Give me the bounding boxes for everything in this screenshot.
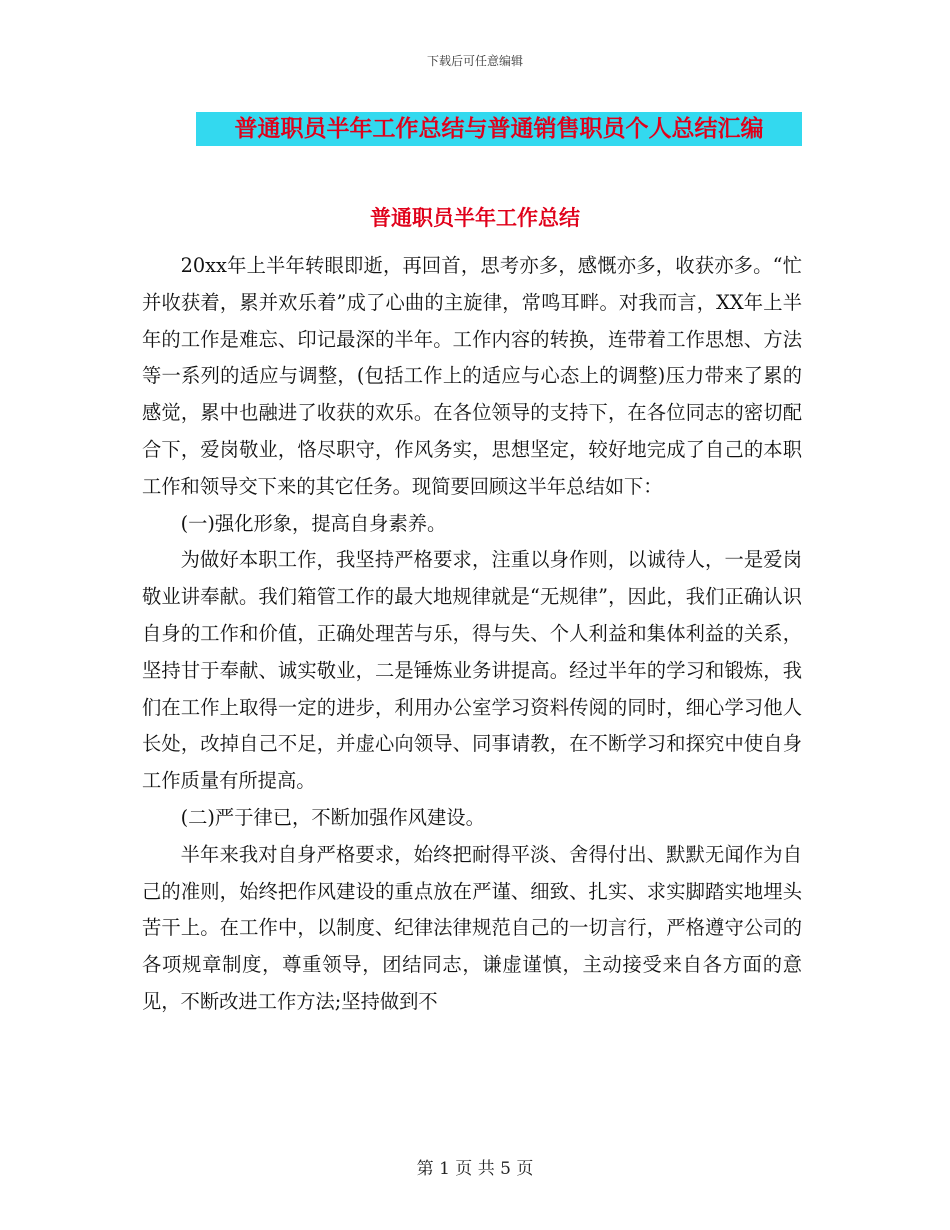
document-body <box>142 248 802 1021</box>
paragraph: 20xx年上半年转眼即逝，再回首，思考亦多，感慨亦多，收获亦多。“忙并收获着，累并欢乐着”成了心曲的主旋律，常鸣耳畔。对我而言，XX年上半年的工作是难忘、印记最深的半年。工作内容的转换，连带着工作思想、方法等一系列的适应与调整，(包括工作上的适应与心态上的调整)压力带来了累的感觉，累中也融进了收获的欢乐。在各位领导的支持下，在各位同志的密切配合下，爱岗敬业，恪尽职守，作风务实，思想坚定，较好地完成了自己的本职工作和领导交下来的其它任务。现简要回顾这半年总结如下： <box>142 254 802 498</box>
paragraph-heading: (二)严于律已，不断加强作风建设。 <box>180 805 485 829</box>
paragraph-heading: (一)强化形象，提高自身素养。 <box>180 511 447 535</box>
section-title: 普通职员半年工作总结 <box>370 205 580 230</box>
paragraph: 为做好本职工作，我坚持严格要求，注重以身作则，以诚待人，一是爱岗敬业讲奉献。我们箱管工作的最大地规律就是“无规律”，因此，我们正确认识自身的工作和价值，正确处理苦与乐，得与失、个人利益和集体利益的关系，坚持甘于奉献、诚实敬业，二是锤炼业务讲提高。经过半年的学习和锻炼，我们在工作上取得一定的进步，利用办公室学习资料传阅的同时，细心学习他人长处，改掉自己不足，并虚心向领导、同事请教，在不断学习和探究中使自身工作质量有所提高。 <box>142 548 802 793</box>
page-footer: 第 1 页 共 5 页 <box>416 1159 534 1179</box>
document-title: 普通职员半年工作总结与普通销售职员个人总结汇编 <box>196 112 802 146</box>
header-note: 下载后可任意编辑 <box>426 54 523 68</box>
paragraph: 半年来我对自身严格要求，始终把耐得平淡、舍得付出、默默无闻作为自己的准则，始终把作风建设的重点放在严谨、细致、扎实、求实脚踏实地埋头苦干上。在工作中，以制度、纪律法律规范自己的一切言行，严格遵守公司的各项规章制度，尊重领导，团结同志，谦虚谨慎，主动接受来自各方面的意见，不断改进工作方法;坚持做到不 <box>142 842 802 1013</box>
